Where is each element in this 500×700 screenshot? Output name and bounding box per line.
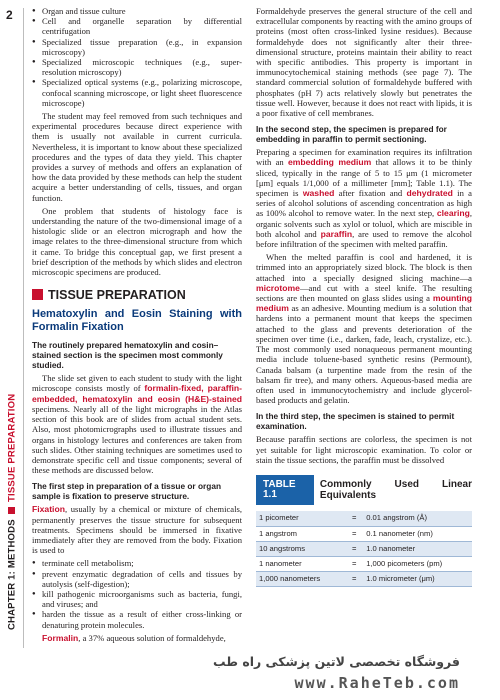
paragraph bbox=[256, 252, 472, 405]
table-row bbox=[256, 556, 472, 571]
key-term: microtome bbox=[256, 282, 300, 293]
key-term: dehydrated bbox=[406, 188, 453, 199]
list-item: ● prevent enzymatic degradation of cells and tissues by autolysis (self-digestion); bbox=[32, 569, 242, 589]
running-head-square bbox=[9, 507, 16, 514]
list-item: ● Specialized optical systems (e.g., polarizing microscope, confocal scanning microscope, or light sheet fluorescence microscope) bbox=[32, 77, 242, 108]
table-title: Commonly Used Linear Equivalents bbox=[319, 479, 472, 502]
table-row bbox=[256, 572, 472, 587]
paragraph bbox=[32, 633, 242, 643]
list-item: ● Cell and organelle separation by differential centrifugation bbox=[32, 16, 242, 36]
running-head-chapter: CHAPTER 1: METHODS bbox=[6, 519, 18, 630]
text-run: as an adhesive. Mounting medium is a solution that hardens into a permanent mount that keeps the specimen attached to the glass and prevents deterioration of the specimen over time (i.e., darken, fade, leach, crystalize, etc.). The most commonly used nonaqueous permanent mounting media include toluene-based synthetic resins (Permount), Canada balsam (a turpentine made from the resin of the balsam fir tree), and many others. Aqueous-based media are often used in immunocytochemistry and include glycerol-based products and gelatin. bbox=[256, 303, 472, 406]
text-run: , a 37% aqueous solution of formaldehyde, bbox=[78, 632, 226, 643]
subsection-heading: Hematoxylin and Eosin Staining with Formalin Fixation bbox=[32, 308, 242, 334]
text-run: The slide set given to each student to study with the light microscope consists mostly of bbox=[32, 373, 242, 394]
page-number: 2 bbox=[6, 8, 13, 22]
footer-url[interactable]: www.RaheTeb.com bbox=[294, 674, 460, 692]
text-run: after fixation and bbox=[334, 188, 407, 199]
lead-statement: The first step in preparation of a tissue or organ sample is fixation to preserve structure. bbox=[32, 481, 222, 502]
key-term: washed bbox=[302, 188, 335, 199]
list-item: ● kill pathogenic microorganisms such as bacteria, fungi, and viruses; and bbox=[32, 589, 242, 609]
running-head bbox=[2, 330, 22, 630]
table-cell: 1,000 nanometers bbox=[256, 572, 345, 587]
text-run: that allows it to be thinly sliced, typically in the range of 5 to 15 μm (1 micrometer [μm] equals 1/1,000 of a millimeter [mm]; Table 1.1). The specimen is bbox=[256, 157, 473, 199]
paragraph bbox=[32, 504, 242, 555]
table-cell: 1 nanometer bbox=[256, 556, 345, 571]
paragraph: The student may feel removed from such techniques and experimental procedures because direct experience with them is usually not available in current curricula. Nevertheless, it is important to know about these specialized procedures and the types of data they yield. This chapter provides a survey of methods and offers an explanation of how the data provided by these methods can help the student acquire a better understanding of cells, tissues, and organ function. bbox=[32, 111, 242, 203]
text-run: specimens. Nearly all of the light micrographs in the Atlas section of this book are of slides from actual student sets. Also, most photomicrographs used to illustrate tissues and organs in histology lectures and conferences are taken from such slides. Other staining techniques are sometimes used to demonstrate specific cell and tissue components; several of these methods are discussed below. bbox=[32, 403, 242, 476]
text-run: in a series of alcohol solutions of ascending concentration as high as 100% alcohol to remove water. In the next step, bbox=[256, 188, 472, 219]
key-term: formalin-fixed, paraffin-embedded, hematoxylin and eosin (H&E)-stained bbox=[32, 383, 242, 404]
table-1-1 bbox=[256, 475, 472, 587]
margin-rule bbox=[23, 8, 24, 648]
table-cell: 1 picometer bbox=[256, 511, 345, 526]
text-run: —and cut with a steel knife. The resulting sections are then mounted on glass slides using a bbox=[256, 282, 472, 304]
text-run: Preparing a specimen for examination requires its infiltration with an bbox=[256, 147, 472, 168]
running-head-section: TISSUE PREPARATION bbox=[6, 393, 18, 503]
text-run: , usually by a chemical or mixture of chemicals, permanently preserves the tissue structure for subsequent treatments. Specimens should be immersed in fixative immediately after they are removed from the body. Fixation is used to bbox=[32, 504, 242, 556]
text-run: , are used to remove the alcohol before infiltration of the specimen with melted paraffin. bbox=[256, 228, 472, 250]
table-cell: 10 angstroms bbox=[256, 541, 345, 556]
table-label: TABLE 1.1 bbox=[256, 475, 314, 505]
lead-statement: In the second step, the specimen is prepared for embedding in paraffin to permit sectioning. bbox=[256, 124, 447, 145]
table-cell: = bbox=[345, 541, 363, 556]
paragraph: Because paraffin sections are colorless, the specimen is not yet suitable for light microscopic examination. To color or stain the tissue sections, the paraffin must be dissolved bbox=[256, 434, 472, 465]
table-cell: 1,000 picometers (pm) bbox=[363, 556, 472, 571]
list-item: ● harden the tissue as a result of either cross-linking or denaturing protein molecules. bbox=[32, 609, 242, 629]
text-run: When the melted paraffin is cool and hardened, it is trimmed into an appropriately sized block. The block is then attached into a specially designed slicing machine—a bbox=[256, 252, 472, 283]
table-cell: 1 angstrom bbox=[256, 526, 345, 541]
table-cell: = bbox=[345, 511, 363, 526]
table-header bbox=[256, 475, 472, 505]
key-term: clearing bbox=[436, 208, 470, 219]
techniques-list bbox=[32, 6, 242, 108]
table-row bbox=[256, 541, 472, 556]
lead-statement: The routinely prepared hematoxylin and cosin–stained section is the specimen most commonly studied. bbox=[32, 340, 223, 371]
text-run: , organic solvents such as xylol or toluol, which are miscible in both alcohol and bbox=[256, 208, 472, 239]
left-column bbox=[32, 6, 242, 643]
table-row bbox=[256, 511, 472, 526]
table-cell: 1.0 micrometer (μm) bbox=[363, 572, 472, 587]
lead-statement: In the third step, the specimen is stained to permit examination. bbox=[256, 411, 455, 432]
key-term: embedding medium bbox=[287, 157, 372, 168]
key-term: paraffin bbox=[320, 228, 353, 239]
table-cell: 0.1 nanometer (nm) bbox=[363, 526, 472, 541]
list-item: ● terminate cell metabolism; bbox=[32, 558, 242, 568]
table-row bbox=[256, 526, 472, 541]
paragraph: Formaldehyde preserves the general structure of the cell and extracellular components by reacting with the amino groups of proteins (most often cross-linked lysine residues). Because formaldehyde does not significantly alter their three-dimensional structure, proteins maintain their ability to react with specific antibodies. This property is important in immunocytochemical staining methods (see page 7). The standard commercial solution of formaldehyde buffered with phosphates (pH 7) acts relatively slowly but penetrates the tissue well. However, because it does not react with lipids, it is a poor fixative of cell membranes. bbox=[256, 6, 472, 119]
section-heading-text: TISSUE PREPARATION bbox=[48, 287, 186, 302]
table-cell: 0.01 angstrom (Å) bbox=[363, 511, 472, 526]
table-cell: = bbox=[345, 526, 363, 541]
paragraph: One problem that students of histology face is understanding the nature of the two-dimensional image of a histologic slide or an electron micrograph and how the image relates to the three-dimensional structure from which it came. To bridge this conceptual gap, we first present a brief description of the methods by which slides and electron microscopic specimens are produced. bbox=[32, 205, 242, 278]
section-heading bbox=[32, 289, 242, 300]
table-cell: = bbox=[345, 572, 363, 587]
key-term: Formalin bbox=[42, 632, 79, 643]
right-column bbox=[256, 6, 472, 587]
table-cell: 1.0 nanometer bbox=[363, 541, 472, 556]
paragraph bbox=[32, 373, 242, 475]
paragraph bbox=[256, 147, 472, 249]
footer-watermark bbox=[0, 648, 500, 700]
list-item: ● Organ and tissue culture bbox=[32, 6, 242, 16]
key-term: Fixation bbox=[32, 504, 65, 515]
list-item: ● Specialized microscopic techniques (e.g., super-resolution microscopy) bbox=[32, 57, 242, 77]
key-term: mounting medium bbox=[256, 293, 472, 314]
equivalents-table bbox=[256, 511, 472, 587]
table-cell: = bbox=[345, 556, 363, 571]
fixation-list bbox=[32, 558, 242, 629]
footer-store-name: فروشگاه تخصصی لاتین پزشکی راه طب bbox=[212, 654, 460, 669]
heading-square bbox=[32, 289, 43, 300]
list-item: ● Specialized tissue preparation (e.g., in expansion microscopy) bbox=[32, 37, 242, 57]
